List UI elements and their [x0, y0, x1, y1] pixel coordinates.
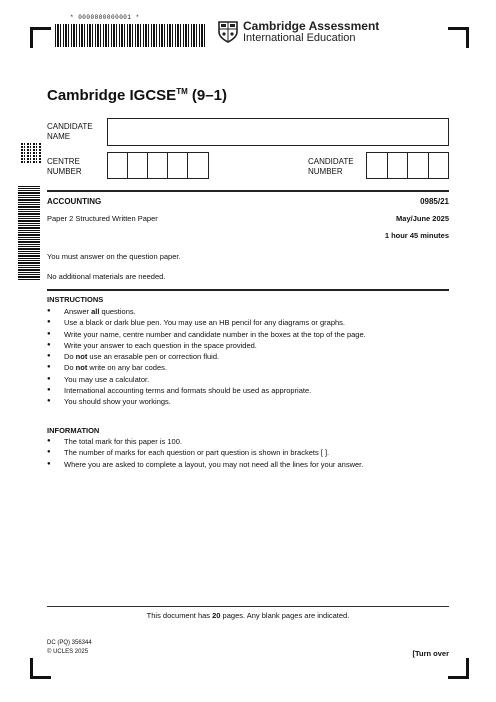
corner-mark-bottom-right	[448, 658, 469, 679]
centre-number-digit-box[interactable]	[168, 153, 188, 178]
centre-number-digit-box[interactable]	[108, 153, 128, 178]
candidate-number-boxes[interactable]	[366, 152, 449, 179]
list-item: ● International accounting terms and formats should be used as appropriate.	[47, 385, 366, 396]
list-item: ● You may use a calculator.	[47, 374, 366, 385]
list-item: ● Use a black or dark blue pen. You may use an HB pencil for any diagrams or graphs.	[47, 317, 366, 328]
logo-line-1: Cambridge Assessment	[243, 19, 380, 33]
barcode-number: * 0000800000001 *	[70, 14, 140, 21]
list-item: ● Do not use an erasable pen or correction fluid.	[47, 351, 366, 362]
list-item: ● The total mark for this paper is 100.	[47, 436, 363, 447]
title-main: Cambridge IGCSE	[47, 87, 177, 104]
corner-mark-top-left	[30, 27, 51, 48]
list-item: ● Where you are asked to complete a layout, you may not need all the lines for your answer.	[47, 459, 363, 470]
centre-number-digit-box[interactable]	[128, 153, 148, 178]
centre-number-boxes[interactable]	[107, 152, 209, 179]
centre-number-label-line2: NUMBER	[47, 167, 82, 176]
candidate-name-label-line2: NAME	[47, 132, 71, 141]
centre-number-label-line1: CENTRE	[47, 157, 80, 166]
exam-session: May/June 2025	[396, 214, 449, 223]
qr-code	[21, 143, 41, 163]
copyright: © UCLES 2025	[47, 649, 89, 655]
syllabus-code: 0985/21	[420, 197, 449, 206]
list-item: ● Do not write on any bar codes.	[47, 362, 366, 373]
candidate-number-digit-box[interactable]	[429, 153, 449, 178]
corner-mark-bottom-left	[30, 658, 51, 679]
side-barcode	[18, 186, 40, 280]
corner-mark-top-right	[448, 27, 469, 48]
subject-name: ACCOUNTING	[47, 197, 102, 206]
candidate-number-digit-box[interactable]	[367, 153, 388, 178]
title-grade: (9–1)	[187, 87, 227, 104]
candidate-number-label-line2: NUMBER	[308, 167, 343, 176]
candidate-name-input[interactable]	[107, 118, 449, 146]
crest-icon	[218, 21, 238, 43]
centre-number-digit-box[interactable]	[188, 153, 208, 178]
trademark-mark: TM	[176, 87, 188, 96]
candidate-number-digit-box[interactable]	[388, 153, 409, 178]
list-item: ● The number of marks for each question or part question is shown in brackets [ ].	[47, 447, 363, 458]
footer-divider	[47, 606, 449, 607]
divider	[47, 190, 449, 192]
document-code: DC (PQ) 356344	[47, 640, 92, 646]
cambridge-logo	[218, 20, 379, 44]
information-list	[47, 436, 363, 470]
answer-note: You must answer on the question paper.	[47, 252, 181, 261]
candidate-number-digit-box[interactable]	[408, 153, 429, 178]
materials-note: No additional materials are needed.	[47, 272, 166, 281]
list-item: ● You should show your workings.	[47, 396, 366, 407]
page-title	[47, 87, 227, 104]
list-item: ● Write your name, centre number and candidate number in the boxes at the top of the page.	[47, 329, 366, 340]
paper-title: Paper 2 Structured Written Paper	[47, 214, 158, 223]
turn-over-label: [Turn over	[412, 649, 449, 658]
instructions-heading: INSTRUCTIONS	[47, 295, 104, 304]
instructions-list	[47, 306, 366, 408]
candidate-number-label-line1: CANDIDATE	[308, 157, 354, 166]
candidate-number-label	[308, 157, 354, 177]
page-count-note: This document has 20 pages. Any blank pages are indicated.	[146, 611, 350, 620]
top-barcode	[55, 24, 205, 47]
list-item: ● Write your answer to each question in the space provided.	[47, 340, 366, 351]
centre-number-digit-box[interactable]	[148, 153, 168, 178]
list-item: ● Answer all questions.	[47, 306, 366, 317]
candidate-name-label-line1: CANDIDATE	[47, 122, 93, 131]
information-heading: INFORMATION	[47, 426, 100, 435]
centre-number-label	[47, 157, 82, 177]
exam-duration: 1 hour 45 minutes	[384, 231, 449, 240]
candidate-name-label	[47, 122, 93, 142]
divider	[47, 289, 449, 291]
logo-line-2: International Education	[243, 32, 356, 44]
